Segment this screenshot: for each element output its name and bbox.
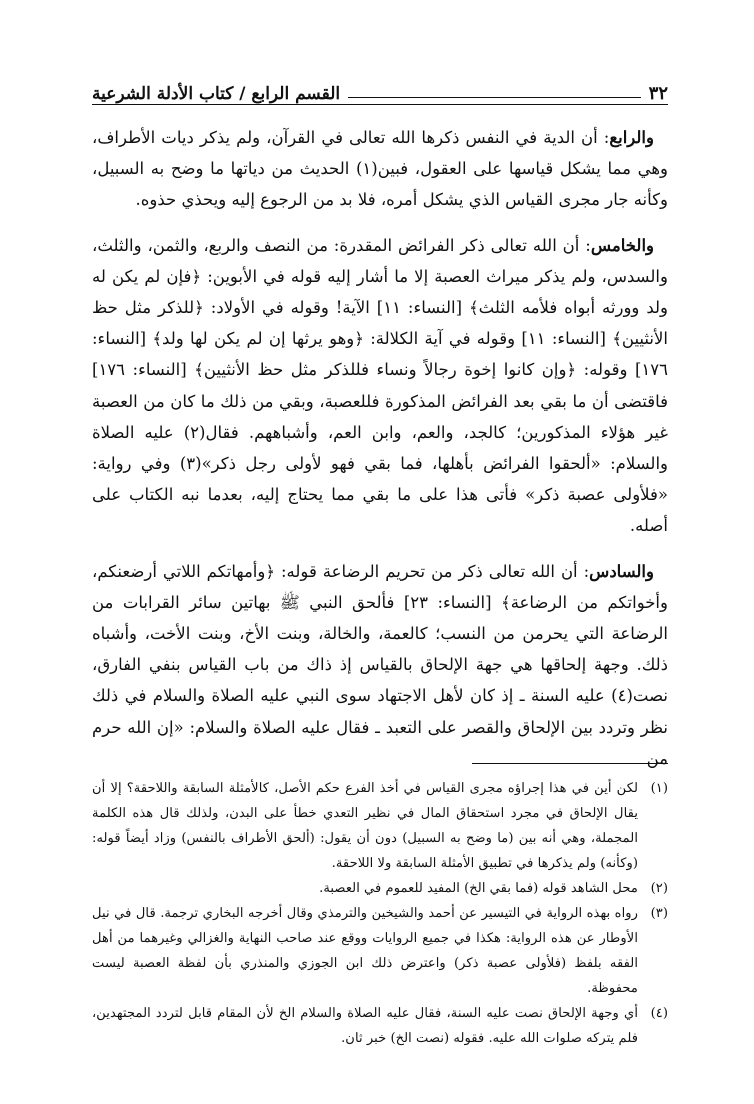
running-header	[92, 76, 668, 104]
paragraph-body: : أن الله تعالى ذكر من تحريم الرضاعة قوله: ﴿وأمهاتكم اللاتي أرضعنكم، وأخواتكم من الرضاعة﴾ [النساء: ٢٣] فألحق النبي ﷺ بهاتين سائر القرابات من الرضاعة التي يحرمن من النسب؛ كالعمة، والخالة، وبنت الأخ، وبنت الأخت، وأشباه ذلك. وجهة إلحاقها هي جهة الإلحاق بالقياس إذ ذاك من باب القياس بنفي الفارق، نصت(٤) عليه السنة ـ إذ كان لأهل الاجتهاد سوى النبي عليه الصلاة والسلام في ذلك نظر وتردد بين الإلحاق والقصر على التعبد ـ فقال عليه الصلاة والسلام: «إن الله حرم من	[92, 561, 668, 768]
footnote-3	[92, 901, 668, 1001]
footnote-2	[92, 876, 668, 901]
footnote-text: لكن أين في هذا إجراؤه مجرى القياس في أخذ الفرع حكم الأصل، كالأمثلة السابقة واللاحقة؟ إلا أن يقال الإلحاق في مجرد استحقاق المال في نظير التعدي خطأ على البدن، ولذلك قال هذه الكلمة المجملة، وهي أنه بين (ما وضح به السبيل) دون أن يقول: (ألحق الأطراف بالنفس) وزاد أيضاً قوله: (وكأنه) ولم يذكرها في تطبيق الأمثلة السابقة ولا اللاحقة.	[92, 781, 638, 871]
paragraph-sixth	[92, 556, 668, 774]
footnote-divider	[472, 763, 668, 764]
header-divider	[92, 104, 668, 105]
paragraph-body: : أن الله تعالى ذكر الفرائض المقدرة: من النصف والربع، والثمن، والثلث، والسدس، ولم يذكر ميراث العصبة إلا ما أشار إليه قوله في الأبوين: ﴿فإن لم يكن له ولد وورثه أبواه فلأمه الثلث﴾ [النساء: ١١] الآية! وقوله في الأولاد: ﴿للذكر مثل حظ الأنثيين﴾ [النساء: ١١] وقوله في آية الكلالة: ﴿وهو يرثها إن لم يكن لها ولد﴾ [النساء: ١٧٦] وقوله: ﴿وإن كانوا إخوة رجالاً ونساء فللذكر مثل حظ الأنثيين﴾ [النساء: ١٧٦] فاقتضى أن ما بقي بعد الفرائض المذكورة فللعصبة، وبقي من ذلك ما كان من العصبة غير هؤلاء المذكورين؛ كالجد، والعم، وابن العم، وأشباههم. فقال(٢) عليه الصلاة والسلام: «ألحقوا الفرائض بأهلها، فما بقي فهو لأولى رجل ذكر»(٣) وفي رواية: «فلأولى عصبة ذكر» فأتى هذا على ما بقي مما يحتاج إليه، بعدما نبه الكتاب على أصله.	[92, 235, 669, 536]
footnote-text: محل الشاهد قوله (فما بقي الخ) المفيد للعموم في العصبة.	[319, 881, 638, 896]
footnote-text: رواه بهذه الرواية في التيسير عن أحمد والشيخين والترمذي وقال أخرجه البخاري ترجمة. قال في نيل الأوطار عن هذه الرواية: هكذا في جميع الروايات ووقع عند صاحب النهاية والغزالي وغيرهما من أهل الفقه بلفظ (فلأولى عصبة ذكر) واعترض ذلك ابن الجوزي والمنذري بأن لفظة العصبة ليست محفوظة.	[92, 906, 638, 996]
footnote-number: (٣)	[650, 906, 668, 921]
paragraph-lead: والخامس	[590, 235, 654, 255]
header-dash-rule	[348, 97, 641, 98]
paragraph-body: : أن الدية في النفس ذكرها الله تعالى في القرآن، ولم يذكر ديات الأطراف، وهي مما يشكل قياسها على العقول، فبين(١) الحديث من دياتها ما وضح به السبيل، وكأنه جار مجرى القياس الذي يشكل أمره، فلا بد من الرجوع إليه ويحذي حذوه.	[92, 128, 668, 210]
footnote-1	[92, 776, 668, 876]
footnote-number: (٤)	[650, 1006, 668, 1021]
paragraph-fourth	[92, 122, 668, 216]
footnote-text: أي وجهة الإلحاق نصت عليه السنة، فقال عليه الصلاة والسلام الخ لأن المقام قابل لتردد المجتهدين، فلم يتركه صلوات الله عليه. فقوله (نصت الخ) خبر ثان.	[92, 1006, 638, 1046]
paragraph-fifth	[92, 230, 668, 542]
main-text	[92, 122, 668, 788]
footnotes	[92, 776, 668, 1051]
header-title: القسم الرابع / كتاب الأدلة الشرعية	[92, 84, 341, 104]
footnote-number: (١)	[650, 781, 668, 796]
page-number: ٣٢	[648, 83, 668, 104]
footnote-number: (٢)	[650, 881, 668, 896]
paragraph-lead: والرابع	[609, 128, 654, 147]
footnote-4	[92, 1001, 668, 1051]
paragraph-lead: والسادس	[589, 561, 654, 581]
